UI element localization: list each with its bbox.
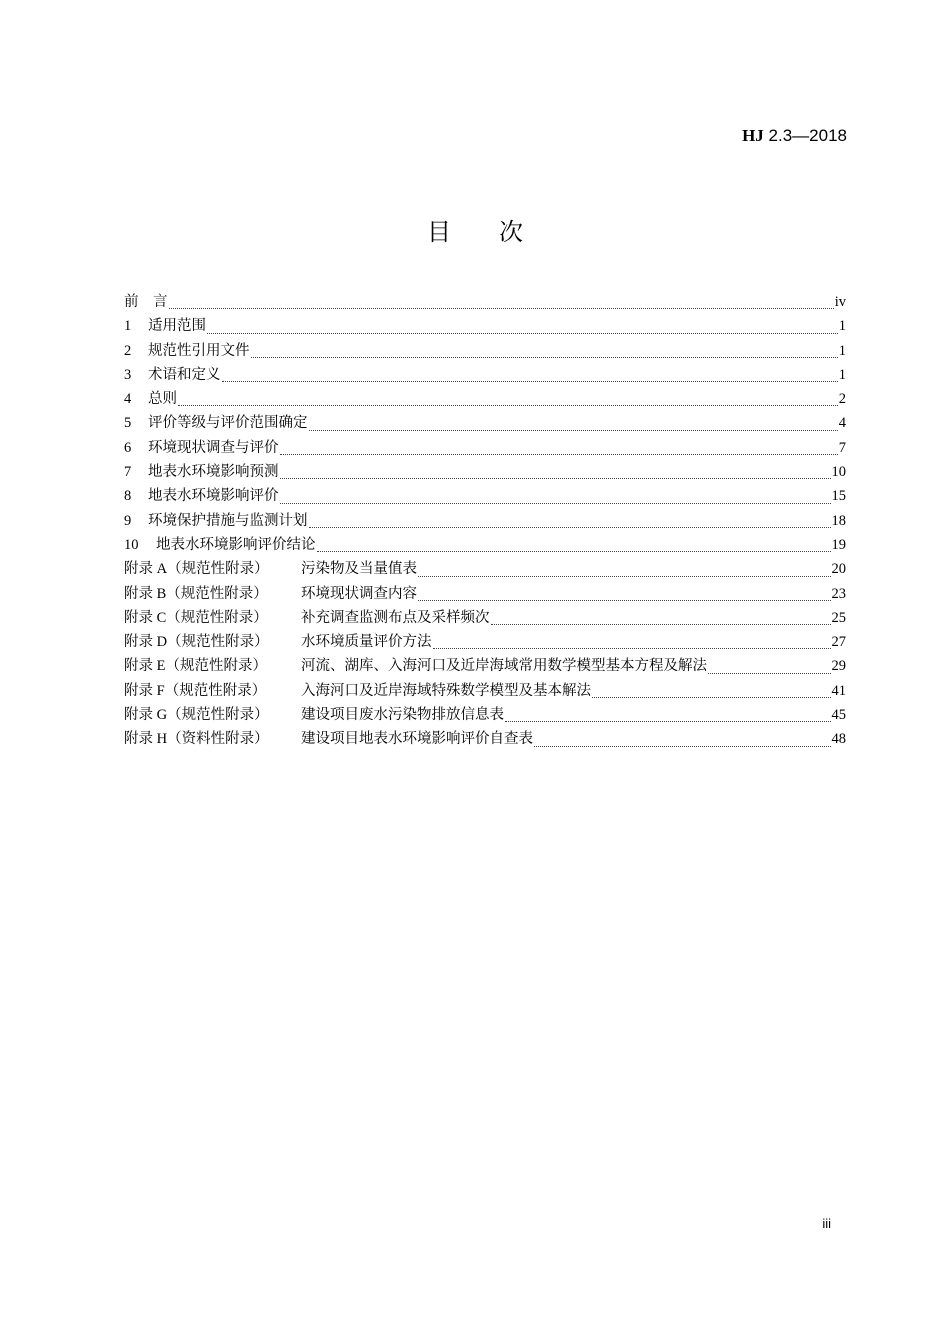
- toc-leader-dots: [592, 696, 831, 698]
- toc-entry-page: 41: [831, 682, 846, 699]
- toc-entry-number: 附录 D（规范性附录）: [124, 634, 269, 651]
- toc-leader-dots: [418, 575, 831, 577]
- toc-leader-dots: [418, 599, 831, 601]
- toc-entry-number: 4: [124, 391, 132, 408]
- toc-leader-dots: [178, 404, 838, 406]
- standard-code-number: 2.3—2018: [763, 126, 847, 145]
- toc-entry-number: 附录 G（规范性附录）: [124, 707, 269, 724]
- toc-entry-page: 1: [838, 366, 846, 383]
- toc-leader-dots: [280, 453, 838, 455]
- toc-entry-page: 20: [831, 561, 846, 578]
- toc-leader-dots: [505, 720, 831, 722]
- toc-entry[interactable]: [124, 436, 846, 460]
- toc-entry-page: 27: [831, 634, 846, 651]
- toc-leader-dots: [280, 477, 831, 479]
- toc-leader-dots: [169, 307, 834, 309]
- table-of-contents: [124, 290, 846, 752]
- toc-entry-label: 水环境质量评价方法: [301, 634, 432, 651]
- toc-entry-page: 29: [831, 658, 846, 675]
- toc-entry-page: 4: [838, 415, 846, 432]
- toc-entry-label: 补充调查监测布点及采样频次: [301, 609, 490, 626]
- toc-entry-number: 7: [124, 464, 132, 481]
- toc-entry-label: 评价等级与评价范围确定: [148, 415, 308, 432]
- toc-entry-page: 19: [831, 536, 846, 553]
- toc-leader-dots: [491, 623, 831, 625]
- toc-title: 目次: [427, 218, 571, 246]
- toc-entry[interactable]: [124, 630, 846, 654]
- toc-entry-page: 1: [838, 318, 846, 335]
- toc-entry-page: 23: [831, 585, 846, 602]
- toc-entry-number: 附录 H（资料性附录）: [124, 731, 269, 748]
- toc-entry-label: 前 言: [124, 294, 168, 310]
- toc-entry-label: 地表水环境影响预测: [148, 464, 279, 481]
- toc-entry-page: 25: [831, 609, 846, 626]
- page-number: iii: [822, 1216, 831, 1231]
- toc-entry-number: 9: [124, 512, 132, 529]
- toc-entry-number: 附录 C（规范性附录）: [124, 609, 268, 626]
- toc-entry-page: iv: [834, 294, 846, 310]
- toc-leader-dots: [309, 526, 831, 528]
- toc-entry[interactable]: [124, 363, 846, 387]
- toc-entry-page: 45: [831, 707, 846, 724]
- toc-entry[interactable]: [124, 727, 846, 751]
- toc-entry-number: 2: [124, 342, 132, 359]
- toc-entry[interactable]: [124, 582, 846, 606]
- toc-leader-dots: [534, 745, 831, 747]
- toc-entry[interactable]: [124, 411, 846, 435]
- toc-entry-number: 3: [124, 366, 132, 383]
- toc-leader-dots: [222, 380, 838, 382]
- toc-entry[interactable]: [124, 703, 846, 727]
- toc-entry-label: 建设项目地表水环境影响评价自查表: [301, 731, 533, 748]
- toc-entry[interactable]: [124, 606, 846, 630]
- toc-entry[interactable]: [124, 290, 846, 314]
- toc-entry-number: 附录 A（规范性附录）: [124, 561, 269, 578]
- toc-entry[interactable]: [124, 654, 846, 678]
- toc-entry-page: 2: [838, 391, 846, 408]
- standard-code-prefix: HJ: [742, 126, 764, 145]
- toc-entry-page: 48: [831, 731, 846, 748]
- toc-entry-label: 地表水环境影响评价: [148, 488, 279, 505]
- toc-entry[interactable]: [124, 314, 846, 338]
- toc-entry-page: 1: [838, 342, 846, 359]
- toc-entry-number: 附录 F（规范性附录）: [124, 682, 267, 699]
- toc-entry-number: 5: [124, 415, 132, 432]
- toc-entry[interactable]: [124, 533, 846, 557]
- toc-entry[interactable]: [124, 679, 846, 703]
- toc-entry[interactable]: [124, 460, 846, 484]
- toc-leader-dots: [317, 550, 831, 552]
- toc-entry-label: 适用范围: [148, 318, 206, 335]
- toc-entry-label: 环境保护措施与监测计划: [148, 512, 308, 529]
- toc-entry[interactable]: [124, 557, 846, 581]
- toc-entry[interactable]: [124, 339, 846, 363]
- toc-entry-page: 10: [831, 464, 846, 481]
- toc-entry-label: 总则: [148, 391, 177, 408]
- toc-entry-label: 入海河口及近岸海域特殊数学模型及基本解法: [301, 682, 591, 699]
- standard-code: [742, 126, 847, 146]
- toc-entry-label: 建设项目废水污染物排放信息表: [301, 707, 504, 724]
- toc-leader-dots: [280, 502, 831, 504]
- toc-entry-number: 附录 E（规范性附录）: [124, 658, 267, 675]
- toc-entry-page: 18: [831, 512, 846, 529]
- toc-entry-label: 河流、湖库、入海河口及近岸海域常用数学模型基本方程及解法: [301, 658, 707, 675]
- toc-entry-number: 1: [124, 318, 132, 335]
- toc-entry-page: 7: [838, 439, 846, 456]
- toc-entry-number: 8: [124, 488, 132, 505]
- toc-entry-label: 术语和定义: [148, 366, 221, 383]
- toc-leader-dots: [708, 672, 831, 674]
- toc-entry[interactable]: [124, 387, 846, 411]
- toc-entry-number: 6: [124, 439, 132, 456]
- toc-entry[interactable]: [124, 509, 846, 533]
- toc-entry[interactable]: [124, 484, 846, 508]
- toc-entry-number: 10: [124, 536, 139, 553]
- toc-leader-dots: [433, 647, 831, 649]
- toc-leader-dots: [251, 356, 838, 358]
- toc-leader-dots: [207, 332, 838, 334]
- toc-entry-label: 污染物及当量值表: [301, 561, 417, 578]
- toc-entry-label: 环境现状调查与评价: [148, 439, 279, 456]
- toc-entry-page: 15: [831, 488, 846, 505]
- toc-entry-label: 规范性引用文件: [148, 342, 250, 359]
- toc-entry-label: 环境现状调查内容: [301, 585, 417, 602]
- toc-leader-dots: [309, 429, 838, 431]
- toc-entry-label: 地表水环境影响评价结论: [156, 536, 316, 553]
- toc-entry-number: 附录 B（规范性附录）: [124, 585, 268, 602]
